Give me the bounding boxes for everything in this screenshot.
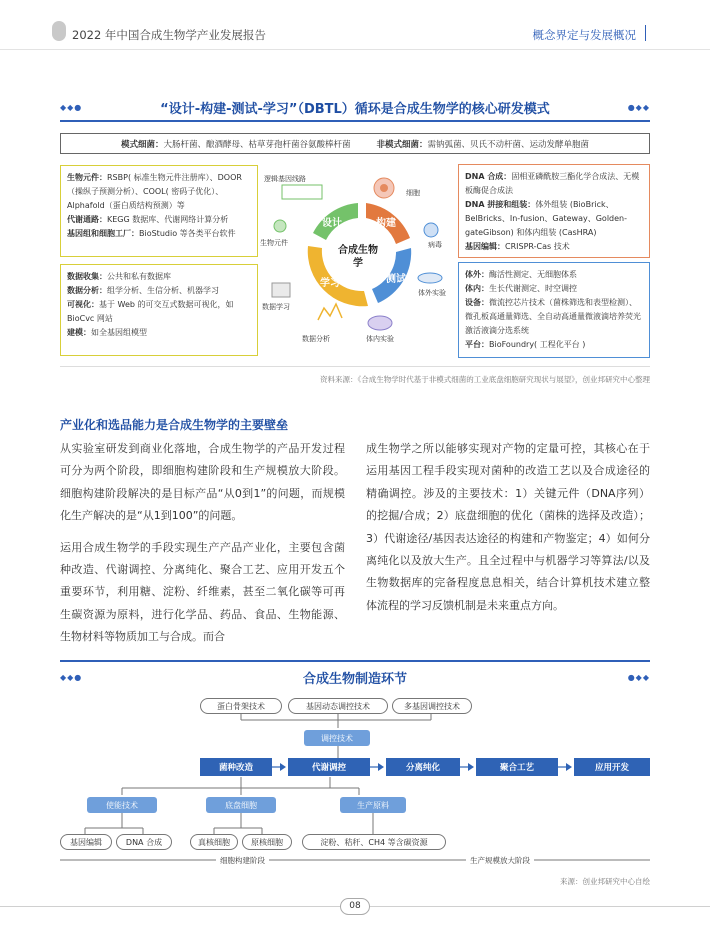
step-build: 构建	[376, 218, 396, 229]
label-data-learning: 数据学习	[262, 303, 290, 311]
build-item: 基因编辑：CRISPR-Cas 技术	[465, 242, 570, 251]
flow-chassis-cell: 底盘细胞	[206, 797, 276, 813]
learn-item: 建模：如全基因组模型	[67, 328, 147, 337]
build-item: DNA 拼接和组装：体外组装 (BioBrick、BelBricks、In-fusion、Gateway、Golden-gateGibson) 和体内组装 (CasHRA)	[465, 200, 628, 237]
label-cell: 细胞	[406, 189, 420, 197]
flow-step-purification: 分离纯化	[386, 758, 460, 776]
design-item: 基因组和细胞工厂：BioStudio 等各类平台软件	[67, 229, 236, 238]
flow-pill-gene-editing: 基因编辑	[60, 834, 112, 850]
flow-pill-prokaryotic: 原核细胞	[242, 834, 292, 850]
test-item: 平台：BioFoundry( 工程化平台 )	[465, 340, 586, 349]
diamond-left-icon: ◆◆●	[60, 673, 83, 682]
stage-scale-up: 生产规模放大阶段	[466, 855, 534, 866]
label-in-vitro: 体外实验	[418, 289, 446, 297]
step-design: 设计	[322, 218, 342, 229]
article-subhead: 产业化和选品能力是合成生物学的主要壁垒	[60, 418, 289, 432]
step-learn: 学习	[320, 278, 340, 289]
flow-raw-material: 生产原料	[340, 797, 406, 813]
cycle-center-label: 合成生物学	[338, 245, 378, 269]
paragraph: 成生物学之所以能够实现对产物的定量可控，其核心在于运用基因工程手段实现对菌种的改造工艺以及合成途径的精确调控。涉及的主要技术：1）关键元件（DNA序列）的挖掘/合成；2）底盘细胞的优化（菌株的选择及改造）；3）代谢途径/基因表达途径的构建和产物鉴定；4）如何分离纯化以及放大生产。且全过程中与机器学习等算法/以及生物数据库的完备程度息息相关，结合计算机技术建立整体流程的学习反馈机制是未来重点方向。	[366, 442, 650, 612]
stage-cell-construction: 细胞构建阶段	[216, 855, 269, 866]
test-item: 体外：酶活性测定、无细胞体系	[465, 270, 577, 279]
flow-pill-multigene: 多基因调控技术	[392, 698, 472, 714]
page-number: 08	[340, 898, 370, 915]
flow-step-application: 应用开发	[574, 758, 650, 776]
nonmodel-bacteria: 非模式细菌：需钠弧菌、贝氏不动杆菌、运动发酵单胞菌	[376, 139, 590, 150]
diamond-left-icon: ◆◆●	[60, 103, 83, 112]
flow-source: 来源：创业邦研究中心自绘	[560, 877, 650, 886]
model-bacteria: 模式细菌：大肠杆菌、酿酒酵母、枯草芽孢杆菌谷氨酸棒杆菌	[120, 139, 351, 150]
label-circuit: 逻辑基因线路	[264, 175, 306, 183]
label-in-vivo: 体内实验	[366, 335, 394, 343]
label-data-analysis: 数据分析	[302, 335, 330, 343]
flow-pill-carbon-sources: 淀粉、秸秆、CH4 等含碳资源	[302, 834, 446, 850]
learn-item: 可视化：基于 Web 的可交互式数据可视化，如 BioCvc 网站	[67, 300, 234, 323]
design-item: 代谢通路：KEGG 数据库、代谢网络计算分析	[67, 215, 229, 224]
section-title: 概念界定与发展概况	[532, 28, 636, 42]
step-test: 测试	[386, 274, 406, 285]
diamond-right-icon: ●◆◆	[627, 673, 650, 682]
build-item: DNA 合成：固相亚磷酰胺三酯化学合成法、无模板酶促合成法	[465, 172, 640, 195]
flow-title: 合成生物制造环节	[302, 672, 407, 687]
flow-pill-eukaryotic: 真核细胞	[190, 834, 238, 850]
test-item: 体内：生长代谢测定、时空调控	[465, 284, 577, 293]
paragraph: 从实验室研发到商业化落地，合成生物学的产品开发过程可分为两个阶段，即细胞构建阶段和生产规模放大阶段。细胞构建阶段解决的是目标产品“从0到1”的问题，而规模化生产解决的是“从1到100”的问题。	[60, 442, 345, 523]
design-item: 生物元件：RSBP( 标准生物元件注册库）、DOOR（操纵子预测分析）、COOL( 密码子优化）、Alphafold（蛋白质结构预测）等	[67, 173, 242, 210]
flow-step-strain: 菌种改造	[200, 758, 272, 776]
flow-pill-dna-synthesis: DNA 合成	[116, 834, 172, 850]
dbtl-title: “设计-构建-测试-学习”（DBTL）循环是合成生物学的核心研发模式	[160, 102, 550, 117]
flow-step-metabolic: 代谢调控	[288, 758, 370, 776]
test-item: 设备：微流控芯片技术（菌株筛选和表型检测）、微孔板高通量筛选、全自动高通量微液滴培养荧光激活液滴分选系统	[465, 298, 641, 335]
learn-item: 数据收集：公共和私有数据库	[67, 272, 171, 281]
flow-regulation-tech: 调控技术	[304, 730, 370, 746]
flow-pill-dynamic-regulation: 基因动态调控技术	[288, 698, 388, 714]
label-virus: 病毒	[428, 241, 442, 249]
label-part: 生物元件	[260, 239, 288, 247]
flow-step-polymerization: 聚合工艺	[476, 758, 558, 776]
paragraph: 运用合成生物学的手段实现生产产品产业化，主要包含菌种改造、代谢调控、分离纯化、聚合工艺、应用开发五个重要环节，利用糖、淀粉、纤维素，甚至二氧化碳等可再生碳资源为原料，进行化学品、药品、食品、生物能源、生物材料等物质加工与合成。而合	[60, 540, 345, 644]
diamond-right-icon: ●◆◆	[627, 103, 650, 112]
flow-enabling-tech: 使能技术	[87, 797, 157, 813]
report-title: 2022 年中国合成生物学产业发展报告	[72, 28, 266, 42]
dbtl-source: 资料来源：《合成生物学时代基于非模式细菌的工业底盘细胞研究现状与展望》，创业邦研究中心整理	[320, 375, 650, 384]
flow-pill-protein-scaffold: 蛋白骨架技术	[200, 698, 282, 714]
learn-item: 数据分析：组学分析、生信分析、机器学习	[67, 286, 219, 295]
